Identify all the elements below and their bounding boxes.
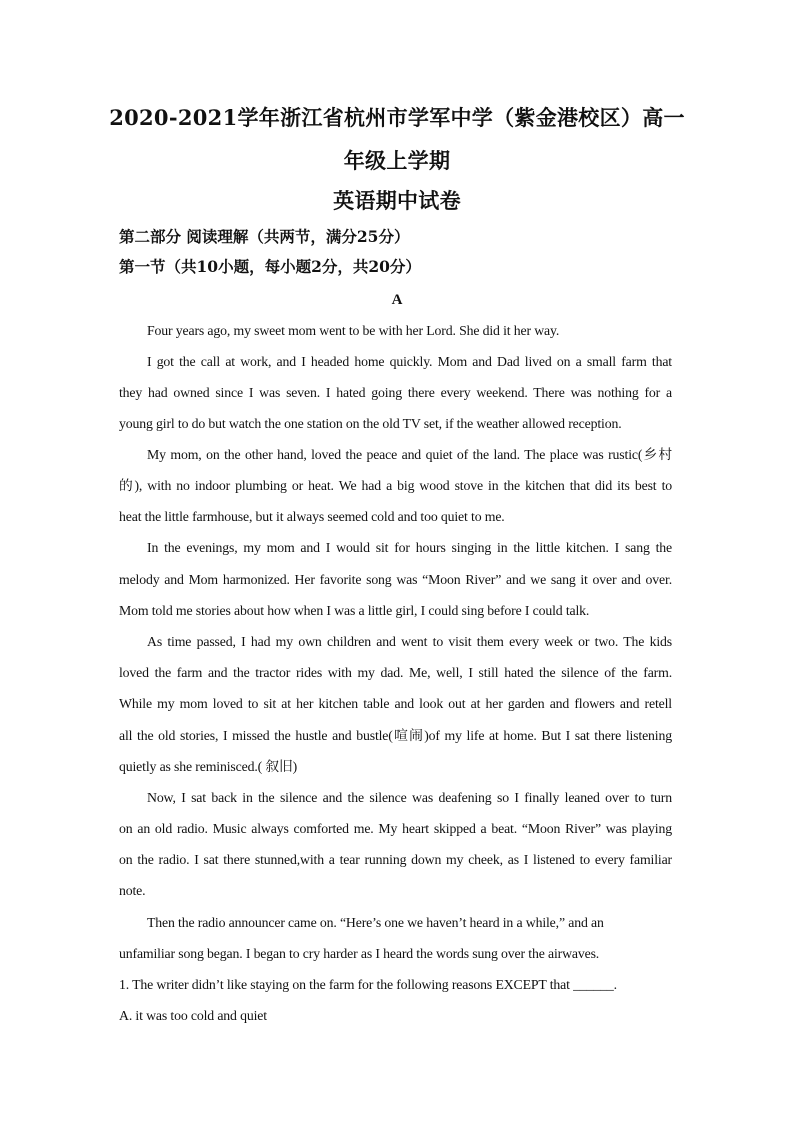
question-1-option-a: A. it was too cold and quiet xyxy=(119,1008,267,1023)
passage-line: young girl to do but watch the one station on the old TV set, if the weather allowed reception. xyxy=(119,416,622,431)
exam-title-line-1: 2020-2021学年浙江省杭州市学军中学（紫金港校区）高一 xyxy=(109,105,685,130)
passage-line: all the old stories, I missed the hustle and bustle(喧闹)of my life at home. But I sat there listening xyxy=(119,728,672,743)
passage-line: In the evenings, my mom and I would sit for hours singing in the little kitchen. I sang the xyxy=(147,540,672,555)
passage-line: on an old radio. Music always comforted me. My heart skipped a beat. “Moon River” was playing xyxy=(119,821,672,836)
passage-line: Now, I sat back in the silence and the silence was deafening so I finally leaned over to turn xyxy=(147,790,672,805)
passage-label: A xyxy=(391,292,403,308)
passage-line: on the radio. I sat there stunned,with a tear running down my cheek, as I listened to every familiar xyxy=(119,852,672,867)
passage-line: Mom told me stories about how when I was a little girl, I could sing before I could talk. xyxy=(119,603,590,618)
section-heading: 第二部分 阅读理解（共两节，满分25分） xyxy=(119,227,410,246)
passage-line: Then the radio announcer came on. “Here’s one we haven’t heard in a while,” and an xyxy=(147,915,604,930)
passage-line: loved the farm and the tractor rides with my dad. Me, well, I still hated the silence of the farm. xyxy=(119,665,672,680)
passage-line: heat the little farmhouse, but it always seemed cold and too quiet to me. xyxy=(119,509,505,524)
passage-line: unfamiliar song began. I began to cry harder as I heard the words sung over the airwaves. xyxy=(119,946,600,961)
subsection-heading: 第一节（共10小题，每小题2分，共20分） xyxy=(119,257,421,276)
exam-title-line-2: 年级上学期 xyxy=(343,148,451,173)
question-1-stem: 1. The writer didn’t like staying on the farm for the following reasons EXCEPT that ______. xyxy=(119,977,617,992)
passage-line: melody and Mom harmonized. Her favorite song was “Moon River” and we sang it over and over. xyxy=(119,572,672,587)
passage-line: My mom, on the other hand, loved the peace and quiet of the land. The place was rustic(乡村 xyxy=(147,447,672,462)
exam-title-line-3: 英语期中试卷 xyxy=(333,188,461,213)
passage-line: quietly as she reminisced.( 叙旧) xyxy=(119,759,298,774)
passage-line: note. xyxy=(119,883,146,898)
passage-line: 的), with no indoor plumbing or heat. We had a big wood stove in the kitchen that did its best to xyxy=(119,478,672,493)
passage-line: I got the call at work, and I headed home quickly. Mom and Dad lived on a small farm that xyxy=(147,354,672,369)
passage-line: While my mom loved to sit at her kitchen table and look out at her garden and flowers and retell xyxy=(119,696,672,711)
passage-line: Four years ago, my sweet mom went to be with her Lord. She did it her way. xyxy=(147,323,560,338)
passage-line: As time passed, I had my own children and went to visit them every week or two. The kids xyxy=(147,634,672,649)
passage-line: they had owned since I was seven. I hated going there every weekend. There was nothing for a xyxy=(119,385,672,400)
